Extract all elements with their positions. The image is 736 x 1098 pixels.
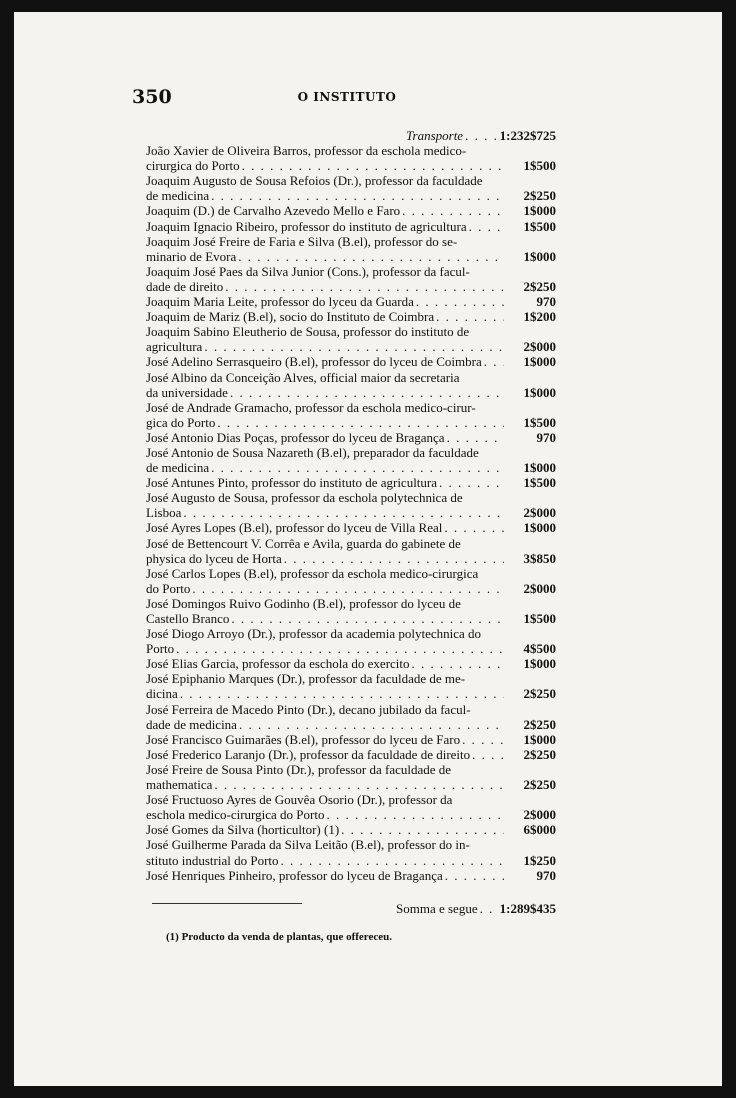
entry-text: Lisboa	[146, 505, 182, 521]
entry-text: José Elias Garcia, professor da eschola do exercito	[146, 656, 410, 672]
entry-text: de medicina	[146, 460, 210, 476]
list-entry	[146, 264, 556, 294]
entry-amount: 1$500	[523, 414, 556, 430]
entry-amount: 2$250	[523, 777, 556, 793]
transport-line	[146, 128, 556, 143]
list-entry	[146, 747, 556, 762]
entry-text: eschola medico-cirurgica do Porto	[146, 807, 325, 823]
entry-text: Joaquim José Paes da Silva Junior (Cons.), professor da facul-	[146, 263, 470, 279]
entry-amount: 1$500	[523, 611, 556, 626]
entry-text: José Diogo Arroyo (Dr.), professor da academia polytechnica do	[146, 626, 482, 642]
list-entry	[146, 430, 556, 445]
entry-text: José de Bettencourt V. Corrêa e Avila, guarda do gabinete de	[146, 535, 461, 551]
entry-text: minario de Evora	[146, 248, 237, 264]
entry-amount: 1$000	[523, 656, 556, 672]
list-entry	[146, 475, 556, 490]
entry-text: dade de direito	[146, 278, 224, 294]
list-entry	[146, 370, 556, 400]
list-entry	[146, 762, 556, 792]
list-entry	[146, 203, 556, 218]
list-entry	[146, 792, 556, 822]
list-entry	[146, 626, 556, 656]
footnote-rule	[152, 903, 302, 904]
list-entry	[146, 520, 556, 535]
entry-text: Joaquim de Mariz (B.el), socio do Instituto de Coimbra	[146, 309, 435, 325]
list-entry	[146, 294, 556, 309]
entry-text: José Guilherme Parada da Silva Leitão (B.el), professor do in-	[146, 837, 470, 853]
transport-label: Transporte	[406, 128, 464, 143]
list-entry	[146, 837, 556, 867]
entry-text: José Freire de Sousa Pinto (Dr.), professor da faculdade de	[146, 761, 452, 777]
entry-text: José de Andrade Gramacho, professor da eschola medico-cirur-	[146, 399, 476, 415]
entry-amount: 970	[536, 294, 556, 310]
entry-text: José Antonio Dias Poças, professor do lyceu de Bragança	[146, 429, 445, 445]
entry-amount: 1$000	[523, 354, 556, 370]
entry-text: José Francisco Guimarães (B.el), professor do lyceu de Faro	[146, 731, 461, 747]
list-entry	[146, 309, 556, 324]
entry-amount: 2$250	[523, 686, 556, 702]
entry-text: cirurgica do Porto	[146, 158, 240, 174]
entry-amount: 2$250	[523, 278, 556, 294]
entry-amount: 1$500	[523, 475, 556, 491]
entry-text: José Carlos Lopes (B.el), professor da eschola medico-cirurgica	[146, 565, 479, 581]
list-entry	[146, 445, 556, 475]
entry-amount: 4$500	[523, 641, 556, 657]
entry-text: Joaquim (D.) de Carvalho Azevedo Mello e Faro	[146, 203, 401, 219]
entry-amount: 1$000	[523, 203, 556, 219]
list-entry	[146, 490, 556, 520]
entry-amount: 1$000	[523, 460, 556, 476]
entry-amount: 1$000	[523, 731, 556, 747]
entry-text: do Porto	[146, 580, 191, 596]
entry-amount: 2$000	[523, 339, 556, 355]
list-entry	[146, 822, 556, 837]
entry-text: Joaquim Sabino Eleutherio de Sousa, professor do instituto de	[146, 324, 470, 340]
footnote: (1) Producto da venda de plantas, que offereceu.	[166, 931, 393, 943]
page-header	[132, 86, 562, 110]
entry-amount: 1$000	[523, 384, 556, 400]
entry-text: José Fructuoso Ayres de Gouvêa Osorio (Dr.), professor da	[146, 792, 453, 808]
entry-text: Porto	[146, 641, 175, 657]
entry-amount: 2$000	[523, 807, 556, 823]
list-entry	[146, 868, 556, 883]
entry-text: dicina	[146, 686, 178, 702]
entry-amount: 2$250	[523, 716, 556, 732]
subscriber-list	[146, 128, 556, 916]
list-entry	[146, 732, 556, 747]
entry-amount: 1$500	[523, 158, 556, 174]
list-entry	[146, 566, 556, 596]
entry-text: gica do Porto	[146, 414, 216, 430]
entry-text: José Augusto de Sousa, professor da eschola polytechnica de	[146, 490, 463, 506]
entry-text: José Epiphanio Marques (Dr.), professor da faculdade de me-	[146, 671, 466, 687]
entry-amount: 1$250	[523, 852, 556, 868]
entry-text: da universidade	[146, 384, 228, 400]
entry-amount: 1$000	[523, 520, 556, 536]
entry-text: Joaquim José Freire de Faria e Silva (B.el), professor do se-	[146, 233, 458, 249]
entry-text: José Domingos Ruivo Godinho (B.el), professor do lyceu de	[146, 595, 461, 611]
entry-text: João Xavier de Oliveira Barros, professor da eschola medico-	[146, 143, 467, 159]
list-entry	[146, 143, 556, 173]
entry-amount: 2$250	[523, 746, 556, 762]
summa-label: Somma e segue	[396, 900, 478, 916]
entry-text: de medicina	[146, 188, 210, 204]
entry-amount: 970	[536, 429, 556, 445]
entry-amount: 2$000	[523, 505, 556, 521]
entry-amount: 3$850	[523, 550, 556, 566]
list-entry	[146, 219, 556, 234]
page-number: 350	[132, 86, 172, 108]
list-entry	[146, 596, 556, 626]
list-entry	[146, 173, 556, 203]
entry-text: José Antonio de Sousa Nazareth (B.el), preparador da faculdade	[146, 444, 479, 460]
entry-list	[146, 143, 556, 883]
entry-text: José Henriques Pinheiro, professor do lyceu de Bragança	[146, 867, 443, 883]
entry-text: Joaquim Maria Leite, professor do lyceu da Guarda	[146, 294, 414, 310]
entry-amount: 1$500	[523, 218, 556, 234]
entry-text: physica do lyceu de Horta	[146, 550, 282, 566]
list-entry	[146, 702, 556, 732]
entry-text: José Antunes Pinto, professor do instituto de agricultura	[146, 475, 438, 491]
transport-amount: 1:232$725	[499, 128, 556, 143]
entry-amount: 1$200	[523, 309, 556, 325]
entry-text: dade de medicina	[146, 716, 237, 732]
entry-text: stituto industrial do Porto	[146, 852, 279, 868]
summa-amount: 1:289$435	[499, 900, 556, 916]
list-entry	[146, 324, 556, 354]
entry-text: José Frederico Laranjo (Dr.), professor da faculdade de direito	[146, 746, 471, 762]
entry-text: José Ayres Lopes (B.el), professor do lyceu de Villa Real	[146, 520, 443, 536]
entry-amount: 2$250	[523, 188, 556, 204]
entry-text: Castello Branco	[146, 611, 230, 626]
list-entry	[146, 671, 556, 701]
entry-amount: 2$000	[523, 580, 556, 596]
list-entry	[146, 234, 556, 264]
list-entry	[146, 536, 556, 566]
list-entry	[146, 400, 556, 430]
entry-text: José Adelino Serrasqueiro (B.el), professor do lyceu de Coimbra	[146, 354, 482, 370]
entry-text: José Gomes da Silva (horticultor) (1)	[146, 822, 340, 838]
list-entry	[146, 656, 556, 671]
entry-text: Joaquim Ignacio Ribeiro, professor do instituto de agricultura	[146, 218, 467, 234]
entry-text: José Ferreira de Macedo Pinto (Dr.), decano jubilado da facul-	[146, 701, 471, 717]
entry-text: José Albino da Conceição Alves, official maior da secretaria	[146, 369, 460, 385]
entry-amount: 6$000	[523, 822, 556, 838]
entry-text: agricultura	[146, 339, 203, 355]
running-title: O INSTITUTO	[297, 90, 397, 104]
entry-text: Joaquim Augusto de Sousa Refoios (Dr.), professor da faculdade	[146, 173, 483, 189]
entry-amount: 970	[536, 867, 556, 883]
entry-amount: 1$000	[523, 248, 556, 264]
entry-text: mathematica	[146, 777, 213, 793]
list-entry	[146, 354, 556, 369]
